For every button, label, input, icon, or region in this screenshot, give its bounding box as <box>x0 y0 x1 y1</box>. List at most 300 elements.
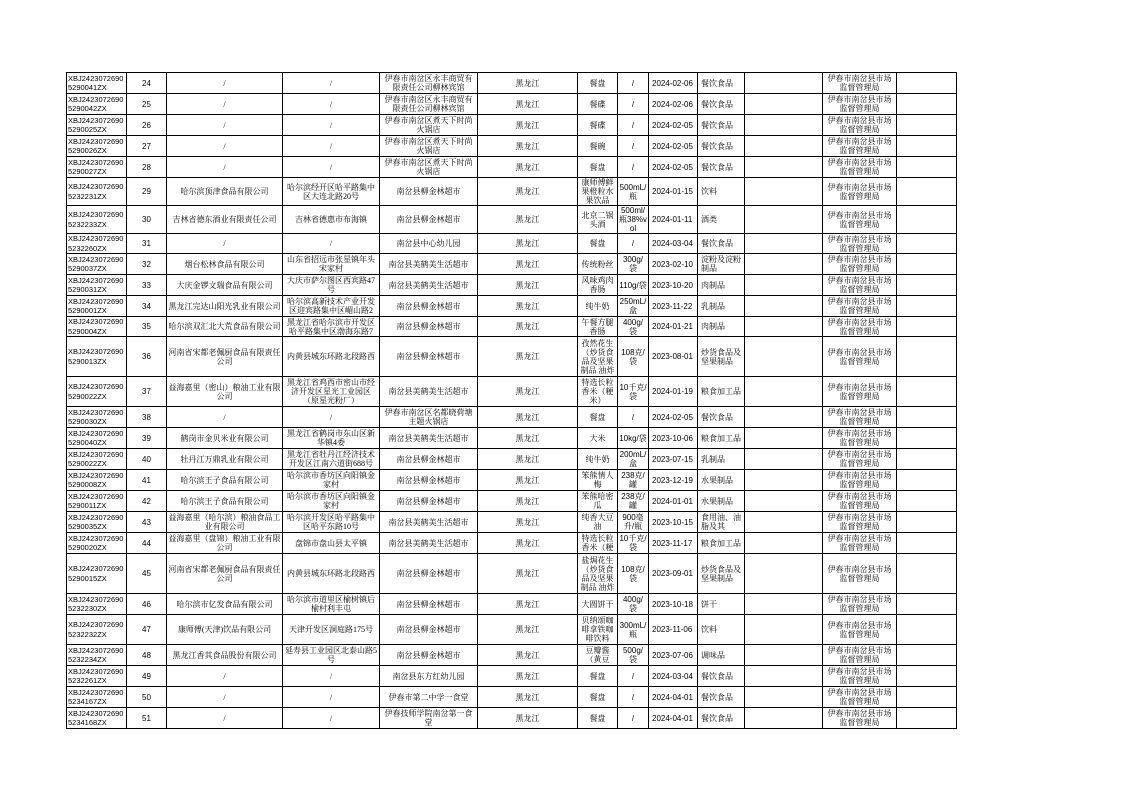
food-name-cell: 大圆饼干 <box>578 594 618 615</box>
province-cell: 黑龙江 <box>478 234 578 254</box>
sample-code-cell: XBJ24230726905290031ZX <box>67 275 127 296</box>
producer-name-cell: 益海嘉里（密山）粮油工业有限公司 <box>167 377 283 407</box>
empty-cell <box>745 254 823 275</box>
sampled-entity-cell: 南岔县美鹤美生活超市 <box>380 533 478 554</box>
table-row <box>67 615 1044 645</box>
specification-cell: / <box>618 708 649 729</box>
producer-name-cell: 益海嘉里（盘锦）粮油工业有限公司 <box>168 534 281 552</box>
sampled-entity-cell: 南岔县柳金林超市 <box>380 317 478 337</box>
food-category-cell: 餐饮食品 <box>698 136 745 157</box>
producer-address-cell: / <box>283 666 380 687</box>
empty-cell <box>897 206 957 234</box>
specification-cell: 900毫升/瓶 <box>618 512 649 533</box>
authority-cell: 伊春市南岔县市场监督管理局 <box>823 337 897 377</box>
table-row <box>67 136 1044 157</box>
sampled-entity-cell: 南岔县柳金林超市 <box>380 178 478 206</box>
sampled-entity-cell: 南岔县美鹤美生活超市 <box>380 254 478 275</box>
authority-cell: 伊春市南岔县市场监督管理局 <box>823 377 897 407</box>
authority-cell: 伊春市南岔县市场监督管理局 <box>823 449 897 470</box>
province-cell: 黑龙江 <box>478 94 578 115</box>
authority-cell: 伊春市南岔县市场监督管理局 <box>823 317 897 337</box>
specification-cell: / <box>618 687 649 708</box>
serial-number-cell: 41 <box>127 470 167 491</box>
province-cell: 黑龙江 <box>478 533 578 554</box>
specification-cell: 108克/袋 <box>618 337 649 377</box>
authority-cell: 伊春市南岔县市场监督管理局 <box>823 615 897 645</box>
empty-cell <box>745 491 823 512</box>
empty-cell <box>897 337 957 377</box>
specification-cell: / <box>618 666 649 687</box>
province-cell: 黑龙江 <box>478 136 578 157</box>
serial-number-cell: 42 <box>127 491 167 512</box>
serial-number-cell: 51 <box>127 708 167 729</box>
specification-cell: / <box>618 136 649 157</box>
sampled-entity-cell: 南岔县柳金林超市 <box>380 491 478 512</box>
table-row <box>67 254 1044 275</box>
producer-address-cell: / <box>283 407 380 428</box>
sample-code-cell: XBJ24230726905290013ZX <box>67 337 127 377</box>
province-cell: 黑龙江 <box>478 73 578 94</box>
authority-cell: 伊春市南岔县市场监督管理局 <box>823 73 897 94</box>
food-name-cell: 传统粉丝 <box>578 254 618 275</box>
serial-number-cell: 38 <box>127 407 167 428</box>
producer-address-cell: 黑龙江省牡丹江经济技术开发区江南六道街688号 <box>283 449 380 470</box>
table-row <box>67 687 1044 708</box>
specification-cell: 108克/袋 <box>618 554 649 594</box>
sample-code-cell: XBJ24230726905232261ZX <box>67 666 127 687</box>
serial-number-cell: 33 <box>127 275 167 296</box>
empty-cell <box>897 115 957 136</box>
production-date-cell: 2023-02-10 <box>649 254 698 275</box>
province-cell: 黑龙江 <box>478 512 578 533</box>
serial-number-cell: 37 <box>127 377 167 407</box>
sample-code-cell: XBJ24230726905232230ZX <box>67 594 127 615</box>
producer-address-cell: 山东省招远市张星镇年头宋家村 <box>283 254 380 275</box>
table-row <box>67 94 1044 115</box>
production-date-cell: 2023-10-06 <box>649 428 698 449</box>
serial-number-cell: 47 <box>127 615 167 645</box>
food-category-cell: 调味品 <box>698 645 745 666</box>
sample-code-cell: XBJ24230726905290022ZX <box>67 377 127 407</box>
province-cell: 黑龙江 <box>478 407 578 428</box>
producer-name-cell: / <box>167 136 283 157</box>
empty-cell <box>745 178 823 206</box>
specification-cell: 300g/袋 <box>618 254 649 275</box>
table-row <box>67 337 1044 377</box>
producer-address-cell: 内黄县城东环路北段路西 <box>283 554 380 594</box>
empty-cell <box>897 615 957 645</box>
empty-cell <box>745 337 823 377</box>
empty-cell <box>745 512 823 533</box>
producer-address-cell: 盘锦市盘山县太平镇 <box>283 533 380 554</box>
empty-cell <box>897 687 957 708</box>
food-name-cell: 大米 <box>578 428 618 449</box>
table-row <box>67 206 1044 234</box>
producer-name-cell: / <box>167 73 283 94</box>
empty-cell <box>745 206 823 234</box>
sample-code-cell: XBJ24230726905290015ZX <box>67 554 127 594</box>
authority-cell: 伊春市南岔县市场监督管理局 <box>823 234 897 254</box>
production-date-cell: 2023-10-15 <box>649 512 698 533</box>
authority-cell: 伊春市南岔县市场监督管理局 <box>823 178 897 206</box>
table-row <box>67 645 1044 666</box>
empty-cell <box>897 157 957 178</box>
producer-address-cell: 哈尔滨市道里区榆树镇后榆村利丰屯 <box>283 594 380 615</box>
table-row <box>67 157 1044 178</box>
empty-cell <box>745 377 823 407</box>
province-cell: 黑龙江 <box>478 178 578 206</box>
serial-number-cell: 43 <box>127 512 167 533</box>
table-row <box>67 666 1044 687</box>
producer-name-cell: 哈尔滨王子食品有限公司 <box>167 491 283 512</box>
food-name-cell: 餐盘 <box>578 234 618 254</box>
producer-name-cell: / <box>167 708 283 729</box>
sampled-entity-cell: 伊春市南岔区煮天下时尚火锅店 <box>380 136 478 157</box>
sampled-entity-cell: 伊春市南岔区永丰商贸有限责任公司柳林宾馆 <box>380 94 478 115</box>
province-cell: 黑龙江 <box>478 491 578 512</box>
empty-cell <box>897 275 957 296</box>
province-cell: 黑龙江 <box>478 337 578 377</box>
producer-name-cell: 黑龙江完达山阳光乳业有限公司 <box>167 296 283 317</box>
production-date-cell: 2023-11-17 <box>649 533 698 554</box>
empty-cell <box>897 377 957 407</box>
production-date-cell: 2023-08-01 <box>649 337 698 377</box>
food-name-cell: 纯香大豆油 <box>578 512 618 533</box>
food-category-cell: 餐饮食品 <box>698 234 745 254</box>
producer-name-cell: 烟台松林食品有限公司 <box>167 254 283 275</box>
province-cell: 黑龙江 <box>478 377 578 407</box>
serial-number-cell: 50 <box>127 687 167 708</box>
producer-name-cell: 大庆金锣文瑞食品有限公司 <box>167 275 283 296</box>
production-date-cell: 2024-03-04 <box>649 234 698 254</box>
food-name-cell: 餐盘 <box>578 407 618 428</box>
table-row <box>67 708 1044 729</box>
producer-name-cell: 哈尔滨双汇北大荒食品有限公司 <box>167 317 283 337</box>
empty-cell <box>745 687 823 708</box>
sample-code-cell: XBJ24230726905290026ZX <box>67 136 127 157</box>
sampled-entity-cell: 南岔县柳金林超市 <box>380 449 478 470</box>
food-name-cell: 贝纳颂咖啡拿铁咖啡饮料 <box>578 615 618 645</box>
producer-name-cell: 益海嘉里（哈尔滨）粮油食品工业有限公司 <box>168 513 281 531</box>
food-name-cell: 餐碟 <box>578 94 618 115</box>
producer-address-cell: 哈尔滨开发区哈平路集中区哈平东路10号 <box>283 512 380 533</box>
food-category-cell: 食用油、油脂及其 <box>698 512 745 533</box>
sample-code-cell: XBJ24230726905234167ZX <box>67 687 127 708</box>
serial-number-cell: 40 <box>127 449 167 470</box>
sample-code-cell: XBJ24230726905232231ZX <box>67 178 127 206</box>
sample-code-cell: XBJ24230726905290001ZX <box>67 296 127 317</box>
sampled-entity-cell: 南岔县美鹤美生活超市 <box>380 275 478 296</box>
specification-cell: 500ml/瓶38%vol <box>619 206 648 233</box>
empty-cell <box>897 317 957 337</box>
production-date-cell: 2023-11-06 <box>649 615 698 645</box>
sampled-entity-cell: 南岔县美鹤美生活超市 <box>380 428 478 449</box>
table-row <box>67 428 1044 449</box>
producer-name-cell: / <box>167 407 283 428</box>
province-cell: 黑龙江 <box>478 708 578 729</box>
food-name-cell: 餐盘 <box>578 687 618 708</box>
specification-cell: / <box>618 407 649 428</box>
food-category-cell: 餐饮食品 <box>698 73 745 94</box>
sampled-entity-cell: 南岔县中心幼儿园 <box>380 234 478 254</box>
empty-cell <box>897 666 957 687</box>
province-cell: 黑龙江 <box>478 254 578 275</box>
production-date-cell: 2024-02-05 <box>649 157 698 178</box>
sampled-entity-cell: 伊春市第二中学一食堂 <box>380 687 478 708</box>
empty-cell <box>897 533 957 554</box>
food-category-cell: 餐饮食品 <box>698 687 745 708</box>
serial-number-cell: 32 <box>127 254 167 275</box>
producer-address-cell: 黑龙江省鹤岗市东山区新华镇4委 <box>283 428 380 449</box>
sample-code-cell: XBJ24230726905290027ZX <box>67 157 127 178</box>
production-date-cell: 2024-02-05 <box>649 407 698 428</box>
empty-cell <box>745 470 823 491</box>
producer-address-cell: / <box>283 115 380 136</box>
specification-cell: 250mL/盒 <box>618 296 649 317</box>
empty-cell <box>897 428 957 449</box>
production-date-cell: 2024-03-04 <box>649 666 698 687</box>
producer-name-cell: / <box>167 115 283 136</box>
empty-cell <box>897 645 957 666</box>
producer-address-cell: 延寿县工业园区北泰山路5号 <box>283 645 380 666</box>
producer-address-cell: 天津开发区洞庭路175号 <box>283 615 380 645</box>
table-row <box>67 407 1044 428</box>
production-date-cell: 2024-02-05 <box>649 136 698 157</box>
food-name-cell: 特选长粒香米（粳米） <box>578 377 618 407</box>
authority-cell: 伊春市南岔县市场监督管理局 <box>823 94 897 115</box>
sample-code-cell: XBJ24230726905290011ZX <box>67 491 127 512</box>
sampled-entity-cell: 南岔县柳金林超市 <box>380 296 478 317</box>
production-date-cell: 2024-02-06 <box>649 73 698 94</box>
table-row <box>67 491 1044 512</box>
sample-code-cell: XBJ24230726905290042ZX <box>67 94 127 115</box>
serial-number-cell: 49 <box>127 666 167 687</box>
empty-cell <box>745 275 823 296</box>
serial-number-cell: 26 <box>127 115 167 136</box>
table-row <box>67 73 1044 94</box>
producer-address-cell: / <box>283 94 380 115</box>
empty-cell <box>897 491 957 512</box>
food-category-cell: 淀粉及淀粉制品 <box>698 254 745 275</box>
empty-cell <box>897 594 957 615</box>
production-date-cell: 2023-07-15 <box>649 449 698 470</box>
serial-number-cell: 30 <box>127 206 167 234</box>
authority-cell: 伊春市南岔县市场监督管理局 <box>823 470 897 491</box>
empty-cell <box>897 512 957 533</box>
food-name-cell: 康师傅鲜果橙粒水果饮品 <box>578 178 618 206</box>
producer-name-cell: / <box>167 666 283 687</box>
producer-address-cell: 内黄县城东环路北段路西 <box>283 337 380 377</box>
empty-cell <box>745 296 823 317</box>
producer-address-cell: / <box>283 157 380 178</box>
producer-name-cell: / <box>167 234 283 254</box>
specification-cell: 400g/袋 <box>618 317 649 337</box>
food-category-cell: 餐饮食品 <box>698 407 745 428</box>
empty-cell <box>745 449 823 470</box>
empty-cell <box>745 407 823 428</box>
province-cell: 黑龙江 <box>478 296 578 317</box>
production-date-cell: 2024-01-21 <box>649 317 698 337</box>
sampled-entity-cell: 伊春市南岔区煮天下时尚火锅店 <box>380 115 478 136</box>
specification-cell: / <box>618 73 649 94</box>
sampled-entity-cell: 南岔县柳金林超市 <box>380 615 478 645</box>
producer-address-cell: / <box>283 136 380 157</box>
producer-name-cell: 黑龙江香其食品股份有限公司 <box>167 645 283 666</box>
food-category-cell: 餐饮食品 <box>698 708 745 729</box>
empty-cell <box>897 178 957 206</box>
sample-code-cell: XBJ24230726905290040ZX <box>67 428 127 449</box>
production-date-cell: 2024-01-19 <box>649 377 698 407</box>
serial-number-cell: 35 <box>127 317 167 337</box>
serial-number-cell: 31 <box>127 234 167 254</box>
food-category-cell: 饮料 <box>698 615 745 645</box>
specification-cell: / <box>618 157 649 178</box>
serial-number-cell: 34 <box>127 296 167 317</box>
production-date-cell: 2024-04-01 <box>649 687 698 708</box>
sample-code-cell: XBJ24230726905290030ZX <box>67 407 127 428</box>
authority-cell: 伊春市南岔县市场监督管理局 <box>823 428 897 449</box>
province-cell: 黑龙江 <box>478 615 578 645</box>
table-row <box>67 178 1044 206</box>
serial-number-cell: 46 <box>127 594 167 615</box>
authority-cell: 伊春市南岔县市场监督管理局 <box>823 687 897 708</box>
province-cell: 黑龙江 <box>478 428 578 449</box>
sample-code-cell: XBJ24230726905290008ZX <box>67 470 127 491</box>
sampled-entity-cell: 南岔县柳金林超市 <box>380 206 478 234</box>
empty-cell <box>897 554 957 594</box>
inspection-results-table <box>66 72 1044 729</box>
specification-cell: 10kg/袋 <box>618 428 649 449</box>
production-date-cell: 2024-01-11 <box>649 206 698 234</box>
province-cell: 黑龙江 <box>478 645 578 666</box>
authority-cell: 伊春市南岔县市场监督管理局 <box>823 275 897 296</box>
empty-cell <box>897 234 957 254</box>
serial-number-cell: 25 <box>127 94 167 115</box>
province-cell: 黑龙江 <box>478 206 578 234</box>
food-category-cell: 餐饮食品 <box>698 666 745 687</box>
sampled-entity-cell: 南岔县柳金林超市 <box>380 645 478 666</box>
producer-address-cell: 大庆市萨尔图区西宾路47号 <box>283 275 380 296</box>
sampled-entity-cell: 伊春市南岔区名都晓荷塘主题火锅店 <box>380 407 478 428</box>
table-body <box>67 73 1044 729</box>
table-row <box>67 594 1044 615</box>
producer-name-cell: / <box>167 94 283 115</box>
producer-address-cell: 哈尔滨高新技术产业开发区迎宾路集中区嵋山路2 <box>283 296 380 317</box>
food-category-cell: 饮料 <box>698 178 745 206</box>
food-name-cell: 笨熊哈密瓜 <box>578 491 618 512</box>
province-cell: 黑龙江 <box>478 317 578 337</box>
authority-cell: 伊春市南岔县市场监督管理局 <box>823 157 897 178</box>
production-date-cell: 2024-01-15 <box>649 178 698 206</box>
food-category-cell: 水果制品 <box>698 470 745 491</box>
serial-number-cell: 44 <box>127 533 167 554</box>
food-category-cell: 粮食加工品 <box>698 533 745 554</box>
food-name-cell: 纯牛奶 <box>578 296 618 317</box>
sampled-entity-cell: 南岔县柳金林超市 <box>380 594 478 615</box>
authority-cell: 伊春市南岔县市场监督管理局 <box>823 554 897 594</box>
sample-code-cell: XBJ24230726905290041ZX <box>67 73 127 94</box>
empty-cell <box>745 115 823 136</box>
food-category-cell: 餐饮食品 <box>698 157 745 178</box>
empty-cell <box>897 708 957 729</box>
specification-cell: 110g/袋 <box>618 275 649 296</box>
producer-name-cell: 牡丹江万鼎乳业有限公司 <box>167 449 283 470</box>
table-row <box>67 115 1044 136</box>
authority-cell: 伊春市南岔县市场监督管理局 <box>823 533 897 554</box>
food-name-cell: 纯牛奶 <box>578 449 618 470</box>
production-date-cell: 2024-01-01 <box>649 491 698 512</box>
producer-address-cell: 哈尔滨经开区哈平路集中区大连北路20号 <box>283 178 380 206</box>
sample-code-cell: XBJ24230726905232232ZX <box>67 615 127 645</box>
food-name-cell: 餐盘 <box>578 666 618 687</box>
sample-code-cell: XBJ24230726905290037ZX <box>67 254 127 275</box>
authority-cell: 伊春市南岔县市场监督管理局 <box>823 708 897 729</box>
table-row <box>67 554 1044 594</box>
producer-name-cell: 哈尔滨王子食品有限公司 <box>167 470 283 491</box>
food-category-cell: 炒货食品及坚果制品 <box>698 554 745 594</box>
empty-cell <box>745 428 823 449</box>
province-cell: 黑龙江 <box>478 554 578 594</box>
province-cell: 黑龙江 <box>478 275 578 296</box>
serial-number-cell: 27 <box>127 136 167 157</box>
serial-number-cell: 48 <box>127 645 167 666</box>
serial-number-cell: 28 <box>127 157 167 178</box>
sample-code-cell: XBJ24230726905232234ZX <box>67 645 127 666</box>
empty-cell <box>745 136 823 157</box>
sample-code-cell: XBJ24230726905290020ZX <box>67 533 127 554</box>
producer-address-cell: / <box>283 234 380 254</box>
province-cell: 黑龙江 <box>478 666 578 687</box>
sample-code-cell: XBJ24230726905232233ZX <box>67 206 127 234</box>
table-row <box>67 275 1044 296</box>
empty-cell <box>745 708 823 729</box>
empty-cell <box>897 449 957 470</box>
empty-cell <box>745 533 823 554</box>
producer-name-cell: 吉林省德东酒业有限责任公司 <box>167 206 283 234</box>
empty-cell <box>745 234 823 254</box>
specification-cell: 400g/袋 <box>618 594 649 615</box>
producer-name-cell: / <box>167 157 283 178</box>
producer-address-cell: / <box>283 687 380 708</box>
sampled-entity-cell: 南岔县美鹤美生活超市 <box>380 377 478 407</box>
food-category-cell: 粮食加工品 <box>698 428 745 449</box>
sample-code-cell: XBJ24230726905290022ZX <box>67 449 127 470</box>
authority-cell: 伊春市南岔县市场监督管理局 <box>823 296 897 317</box>
food-name-cell: 餐盘 <box>578 708 618 729</box>
authority-cell: 伊春市南岔县市场监督管理局 <box>823 666 897 687</box>
producer-name-cell: / <box>167 687 283 708</box>
food-name-cell: 餐碟 <box>578 115 618 136</box>
specification-cell: / <box>618 234 649 254</box>
food-category-cell: 酒类 <box>698 206 745 234</box>
food-category-cell: 饼干 <box>698 594 745 615</box>
producer-name-cell: 鹤岗市金贝米业有限公司 <box>167 428 283 449</box>
sample-code-cell: XBJ24230726905290025ZX <box>67 115 127 136</box>
producer-address-cell: 哈尔滨市香坊区向阳镇金家村 <box>283 491 380 512</box>
production-date-cell: 2023-10-20 <box>649 275 698 296</box>
empty-cell <box>897 73 957 94</box>
authority-cell: 伊春市南岔县市场监督管理局 <box>823 645 897 666</box>
food-name-cell: 餐盘 <box>578 73 618 94</box>
food-category-cell: 餐饮食品 <box>698 94 745 115</box>
authority-cell: 伊春市南岔县市场监督管理局 <box>823 115 897 136</box>
table-row <box>67 533 1044 554</box>
producer-name-cell: 河南省宋都老佩厨食品有限责任公司 <box>167 554 283 594</box>
specification-cell: 500mL/瓶 <box>618 178 649 206</box>
table-row <box>67 377 1044 407</box>
empty-cell <box>745 594 823 615</box>
empty-cell <box>745 157 823 178</box>
